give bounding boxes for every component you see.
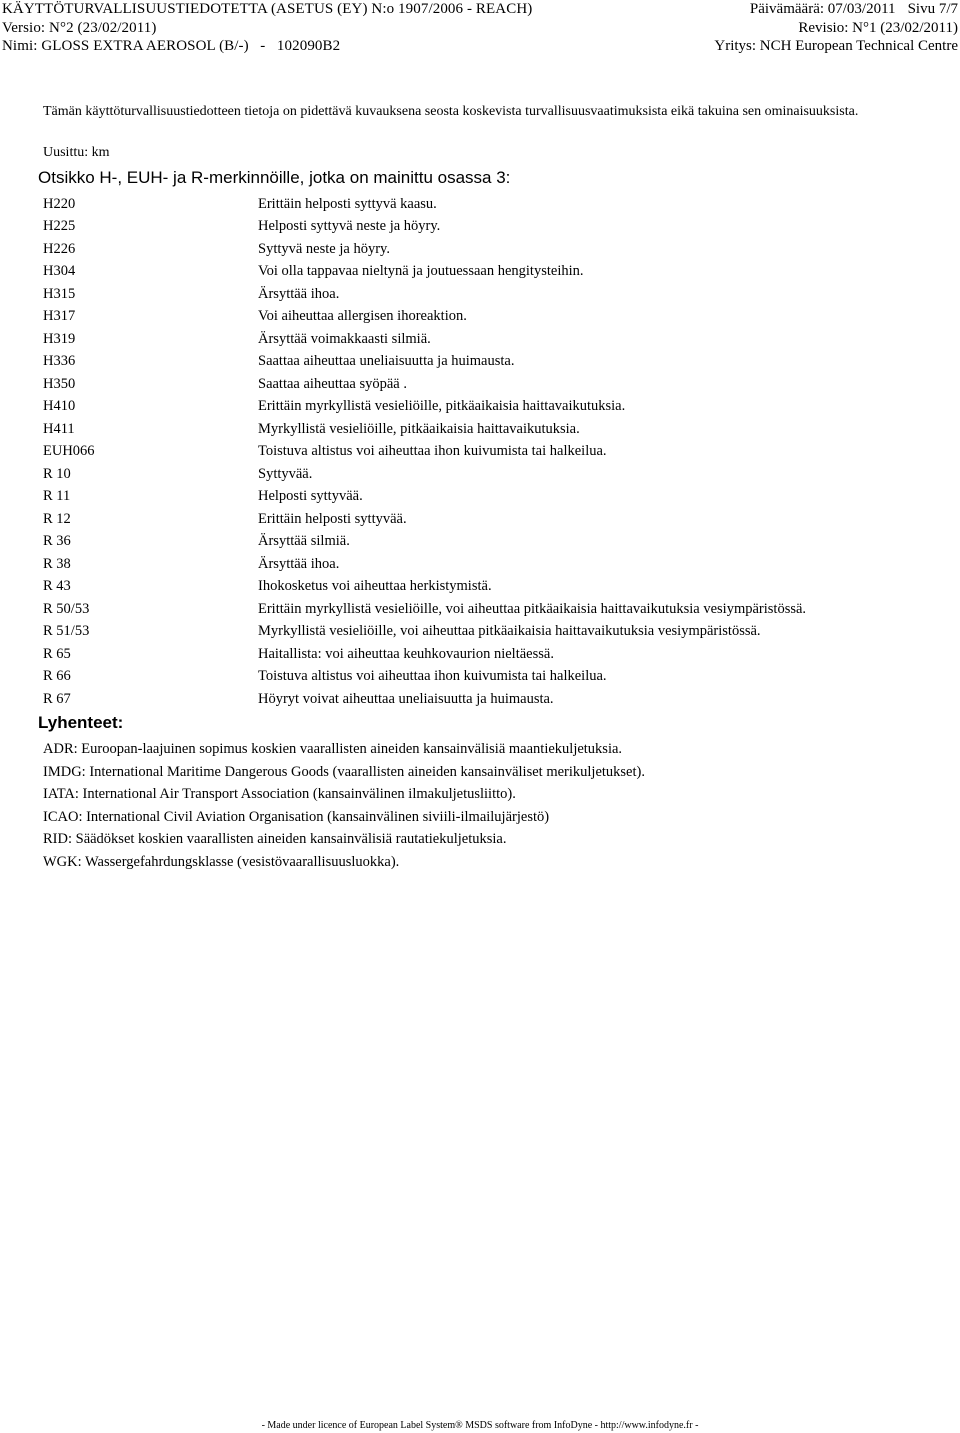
page-number: Sivu 7/7 [907,1,958,17]
phrase-code: H304 [43,263,76,280]
phrase-row [43,283,943,306]
phrase-text: Voi aiheuttaa allergisen ihoreaktion. [258,308,467,325]
phrase-code: H319 [43,330,76,347]
product-name: Nimi: GLOSS EXTRA AEROSOL (B/-) - 102090B2 [2,38,341,54]
revision: Revisio: N°1 (23/02/2011) [798,20,958,36]
footer: - Made under licence of European Label System® MSDS software from InfoDyne - http://www.infodyne.fr - [261,1420,699,1431]
phrase-row [43,373,943,396]
phrase-code: R 36 [43,533,71,550]
phrase-row [43,261,943,284]
phrase-code: H226 [43,240,76,257]
phrase-code: R 38 [43,555,71,572]
abbreviation-item: RID: Säädökset koskien vaarallisten aineiden kansainvälisiä rautatiekuljetuksia. [43,831,507,847]
phrase-row [43,553,943,576]
phrase-code: H350 [43,375,76,392]
phrase-text: Toistuva altistus voi aiheuttaa ihon kuivumista tai halkeilua. [258,668,607,685]
hazard-phrase-list [43,193,943,711]
phrase-row [43,598,943,621]
phrase-code: R 67 [43,690,71,707]
phrase-text: Ärsyttää ihoa. [258,285,340,302]
abbreviation-list [43,738,943,873]
phrase-text: Myrkyllistä vesieliöille, voi aiheuttaa pitkäaikaisia haittavaikutuksia vesiympäristössä. [258,623,761,640]
phrase-row [43,216,943,239]
section-title: Otsikko H-, EUH- ja R-merkinnöille, jotka on mainittu osassa 3: [38,168,511,187]
disclaimer: Tämän käyttöturvallisuustiedotteen tietoja on pidettävä kuvauksena seosta koskevista turvallisuusvaatimuksista eikä takuina sen ominaisuuksista. [43,104,859,119]
phrase-code: H220 [43,195,76,212]
phrase-text: Syttyvää. [258,465,313,482]
phrase-code: H410 [43,398,76,415]
phrase-text: Höyryt voivat aiheuttaa uneliaisuutta ja huimausta. [258,690,554,707]
phrase-row [43,643,943,666]
phrase-code: R 11 [43,488,71,505]
updated-note: Uusittu: km [43,145,110,160]
phrase-row [43,688,943,711]
phrase-text: Syttyvä neste ja höyry. [258,240,390,257]
phrase-code: EUH066 [43,443,95,460]
phrase-row [43,351,943,374]
phrase-text: Haitallista: voi aiheuttaa keuhkovaurion nieltäessä. [258,645,554,662]
phrase-text: Helposti syttyvä neste ja höyry. [258,218,441,235]
phrase-code: H315 [43,285,76,302]
phrase-text: Voi olla tappavaa nieltynä ja joutuessaan hengitysteihin. [258,263,584,280]
phrase-row [43,621,943,644]
phrase-text: Myrkyllistä vesieliöille, pitkäaikaisia haittavaikutuksia. [258,420,580,437]
phrase-row [43,306,943,329]
phrase-text: Erittäin myrkyllistä vesieliöille, pitkäaikaisia haittavaikutuksia. [258,398,626,415]
abbreviations-title: Lyhenteet: [38,713,124,732]
phrase-code: R 12 [43,510,71,527]
phrase-text: Ärsyttää silmiä. [258,533,350,550]
phrase-code: R 65 [43,645,71,662]
phrase-text: Ärsyttää ihoa. [258,555,340,572]
company: Yritys: NCH European Technical Centre [714,38,958,54]
phrase-row [43,486,943,509]
phrase-text: Erittäin helposti syttyvää. [258,510,407,527]
phrase-code: H411 [43,420,75,437]
document-title: KÄYTTÖTURVALLISUUSTIEDOTETTA (ASETUS (EY) N:o 1907/2006 - REACH) [2,1,533,17]
header-row-2 [0,20,960,39]
date: Päivämäärä: 07/03/2011 [749,1,896,17]
phrase-code: R 50/53 [43,600,90,617]
phrase-code: R 66 [43,668,71,685]
phrase-row [43,238,943,261]
phrase-text: Toistuva altistus voi aiheuttaa ihon kuivumista tai halkeilua. [258,443,607,460]
phrase-text: Erittäin myrkyllistä vesieliöille, voi aiheuttaa pitkäaikaisia haittavaikutuksia vesiympäristössä. [258,600,807,617]
abbreviation-item: ADR: Euroopan-laajuinen sopimus koskien vaarallisten aineiden kansainvälisiä maantiekuljetuksia. [43,741,623,757]
phrase-text: Saattaa aiheuttaa uneliaisuutta ja huimausta. [258,353,515,370]
phrase-row [43,531,943,554]
phrase-row [43,441,943,464]
date-and-page [750,1,958,18]
phrase-text: Erittäin helposti syttyvä kaasu. [258,195,437,212]
abbreviation-item: ICAO: International Civil Aviation Organisation (kansainvälinen siviili-ilmailujärjestö) [43,808,550,825]
phrase-text: Ihokosketus voi aiheuttaa herkistymistä. [258,578,492,595]
phrase-code: R 10 [43,465,71,482]
phrase-row [43,666,943,689]
phrase-code: R 51/53 [43,623,90,640]
version: Versio: N°2 (23/02/2011) [2,20,157,36]
phrase-row [43,508,943,531]
phrase-text: Helposti syttyvää. [258,488,363,505]
abbreviation-item: IATA: International Air Transport Association (kansainvälinen ilmakuljetusliitto). [43,786,516,802]
abbreviation-item: IMDG: International Maritime Dangerous Goods (vaarallisten aineiden kansainväliset merikuljetukset). [43,763,645,780]
phrase-code: H336 [43,353,76,370]
phrase-row [43,396,943,419]
phrase-row [43,418,943,441]
phrase-row [43,463,943,486]
header-row-1 [0,1,960,20]
phrase-row [43,193,943,216]
phrase-code: H317 [43,308,76,325]
header-row-3 [0,38,960,57]
phrase-text: Ärsyttää voimakkaasti silmiä. [258,330,431,347]
phrase-code: H225 [43,218,76,235]
phrase-code: R 43 [43,578,71,595]
phrase-row [43,576,943,599]
phrase-text: Saattaa aiheuttaa syöpää . [258,375,407,392]
phrase-row [43,328,943,351]
abbreviation-item: WGK: Wassergefahrdungsklasse (vesistövaarallisuusluokka). [43,853,400,870]
